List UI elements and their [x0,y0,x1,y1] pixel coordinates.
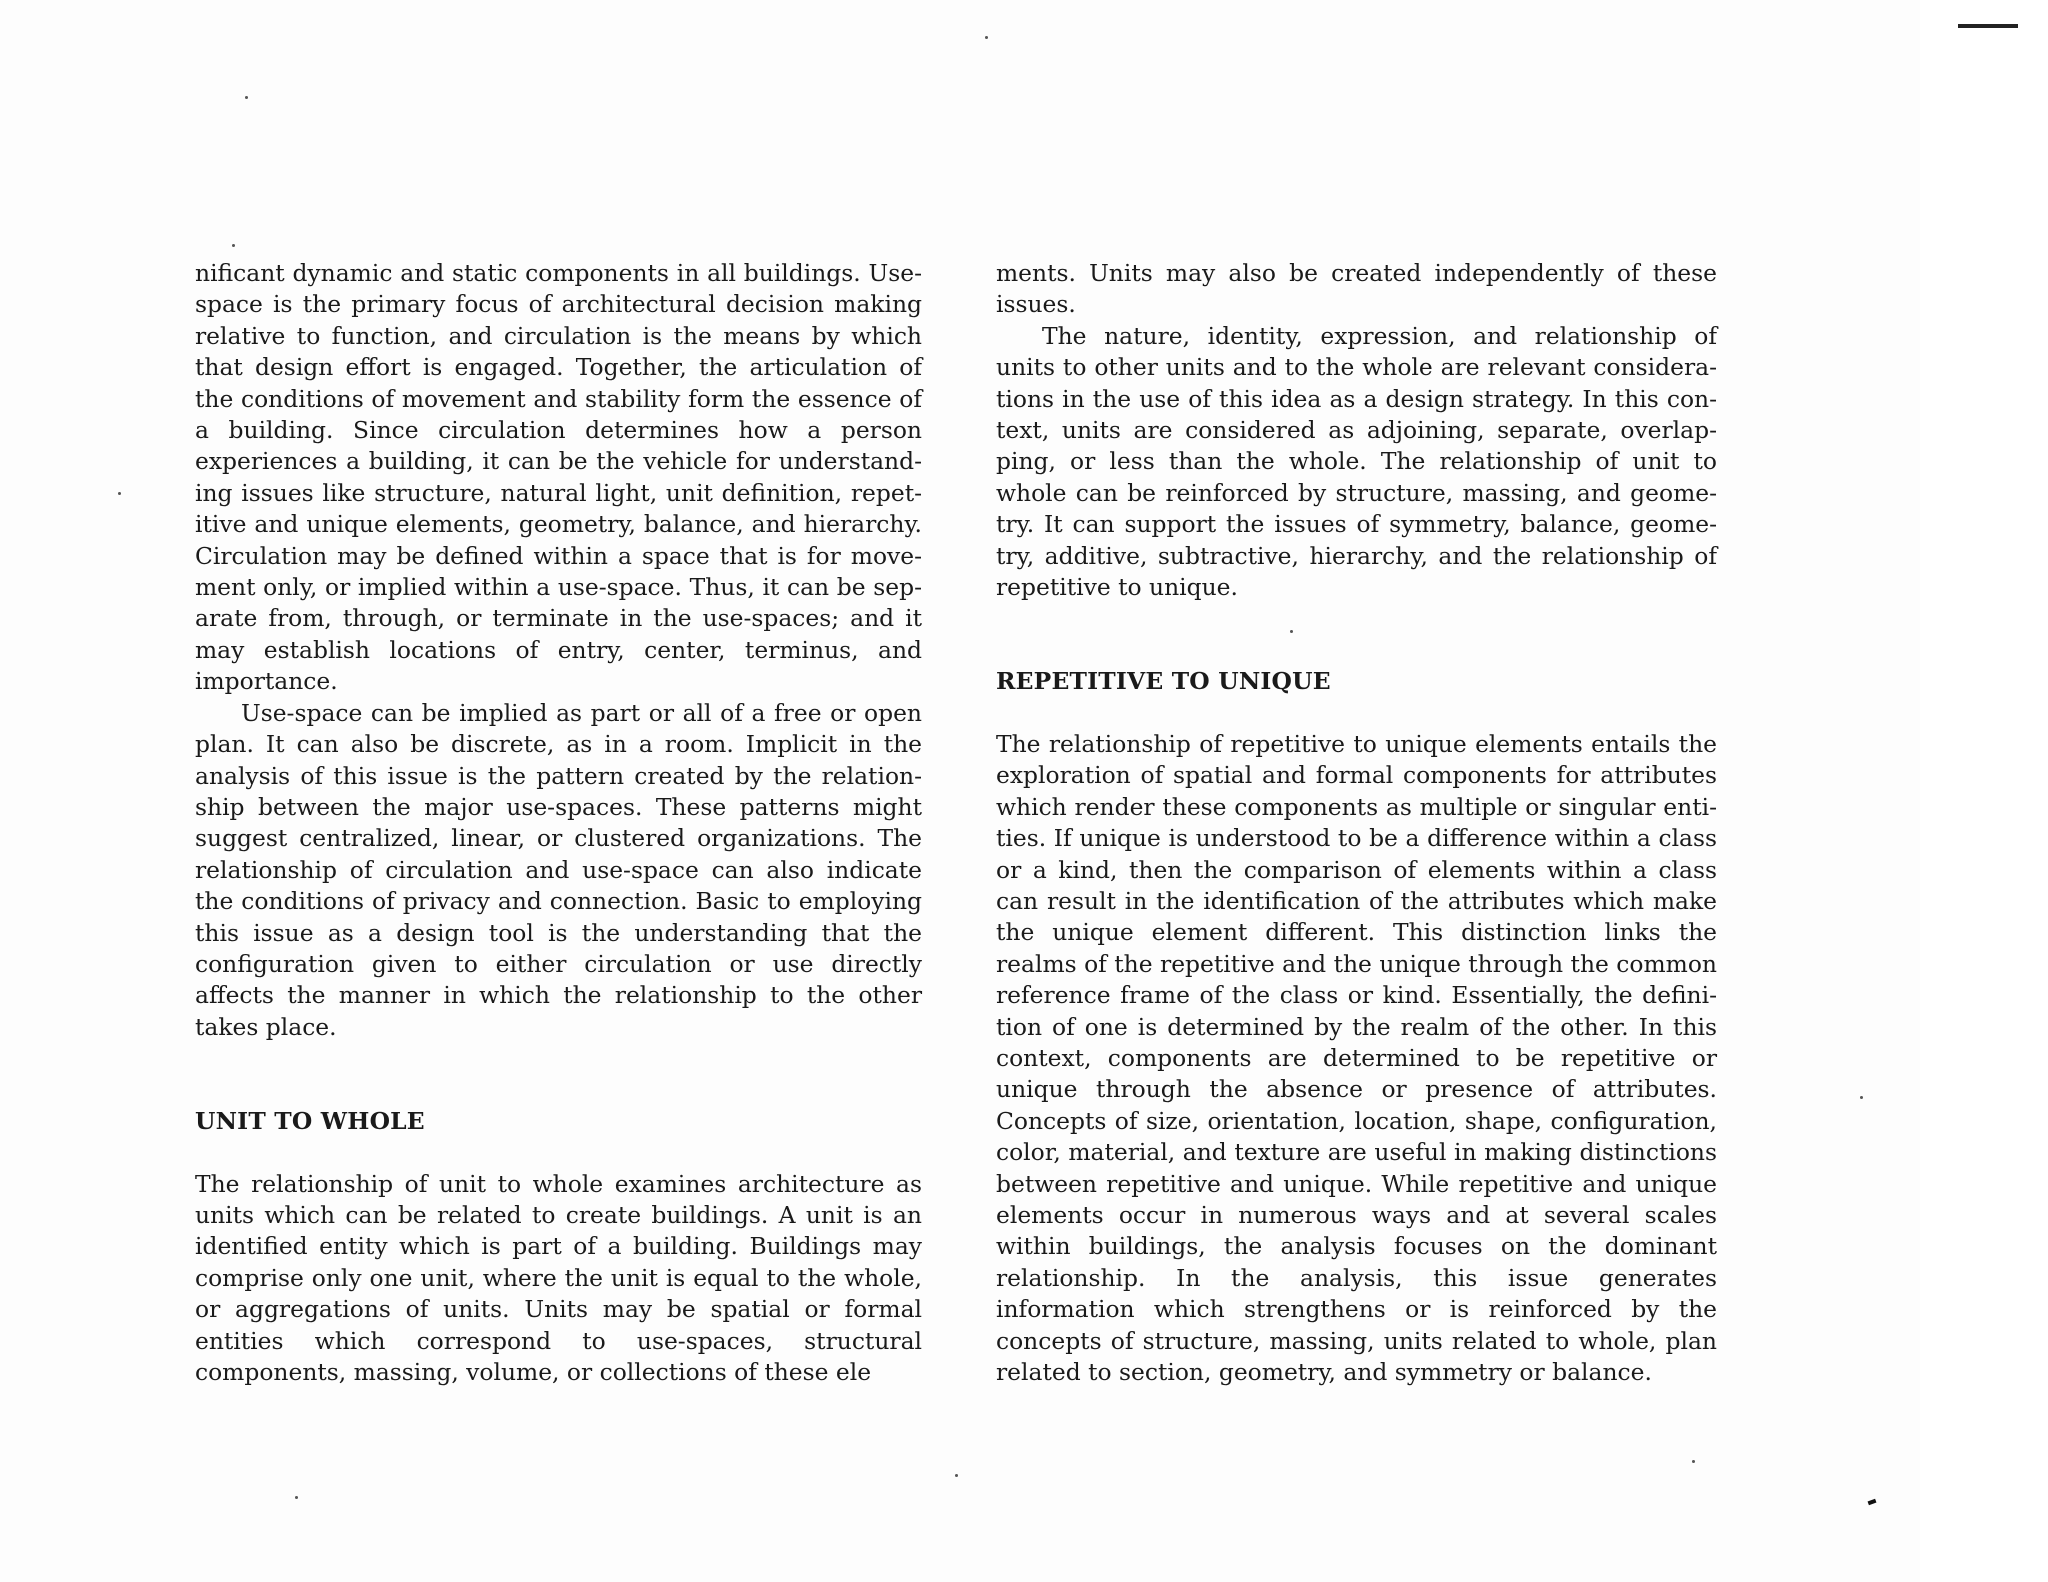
scan-speck [295,1496,298,1499]
body-paragraph: ments. Units may also be created independently of these issues. [996,259,1717,319]
body-paragraph: The relationship of repetitive to unique elements entails the exploration of spatial and formal components for attributes which render these components as multiple or singular entities. If unique is understood to be a difference within a class or a kind, then the comparison of elements within a class can result in the identification of the attributes which make the unique element different. This distinction links the realms of the repetitive and the unique through the common reference frame of the class or kind. Essentially, the definition of one is determined by the realm of the other. In this context, components are determined to be repetitive or unique through the absence or presence of attributes. Concepts of size, orientation, location, shape, configuration, color, material, and texture are useful in making distinctions between repetitive and unique. While repetitive and unique elements occur in numerous ways and at several scales within buildings, the analysis focuses on the dominant relationship. In the analysis, this issue generates information which strengthens or is reinforced by the concepts of structure, massing, units related to whole, plan related to section, geometry, and symmetry or balance. [996,729,1717,1386]
scan-speck [118,492,121,495]
body-paragraph: nificant dynamic and static components in all buildings. Use-space is the primary focus of architectural decision making relative to function, and circulation is the means by which that design effort is engaged. Together, the articulation of the conditions of movement and stability form the essence of a building. Since circulation determines how a person experiences a building, it can be the vehicle for understanding issues like structure, natural light, unit definition, repetitive and unique elements, geometry, balance, and hierarchy. Circulation may be defined within a space that is for movement only, or implied within a use-space. Thus, it can be separate from, through, or terminate in the use-spaces; and it may establish locations of entry, center, terminus, and importance. [195,259,922,696]
page-edge-mark [1958,24,2018,28]
scan-speck [985,36,988,39]
body-paragraph: Use-space can be implied as part or all of a free or open plan. It can also be discrete, as in a room. Implicit in the analysis of this issue is the pattern created by the relationship between the major use-spaces. These patterns might suggest centralized, linear, or clustered organizations. The relationship of circulation and use-space can also indicate the conditions of privacy and connection. Basic to employing this issue as a design tool is the understanding that the configuration given to either circulation or use directly affects the manner in which the relationship to the other takes place. [195,698,922,1041]
scan-speck [232,244,235,247]
scan-speck [1290,630,1293,633]
section-heading-unit-to-whole: UNIT TO WHOLE [195,1107,425,1136]
body-paragraph: The relationship of unit to whole examines architecture as units which can be related to create buildings. A unit is an identified entity which is part of a building. Buildings may comprise only one unit, where the unit is equal to the whole, or aggregations of units. Units may be spatial or formal entities which correspond to use-spaces, structural components, massing, volume, or collections of these ele [195,1169,922,1386]
left-column [195,258,922,1388]
right-column [996,258,1717,1388]
scan-speck [245,96,248,99]
scan-speck [1692,1460,1695,1463]
scan-speck [1860,1096,1863,1099]
scan-speck [955,1474,958,1477]
section-heading-repetitive-to-unique: REPETITIVE TO UNIQUE [996,667,1331,696]
body-paragraph: The nature, identity, expression, and relationship of units to other units and to the whole are relevant considerations in the use of this idea as a design strategy. In this context, units are considered as adjoining, separate, overlapping, or less than the whole. The relationship of unit to whole can be reinforced by structure, massing, and geometry. It can support the issues of symmetry, balance, geometry, additive, subtractive, hierarchy, and the relationship of repetitive to unique. [996,321,1717,602]
